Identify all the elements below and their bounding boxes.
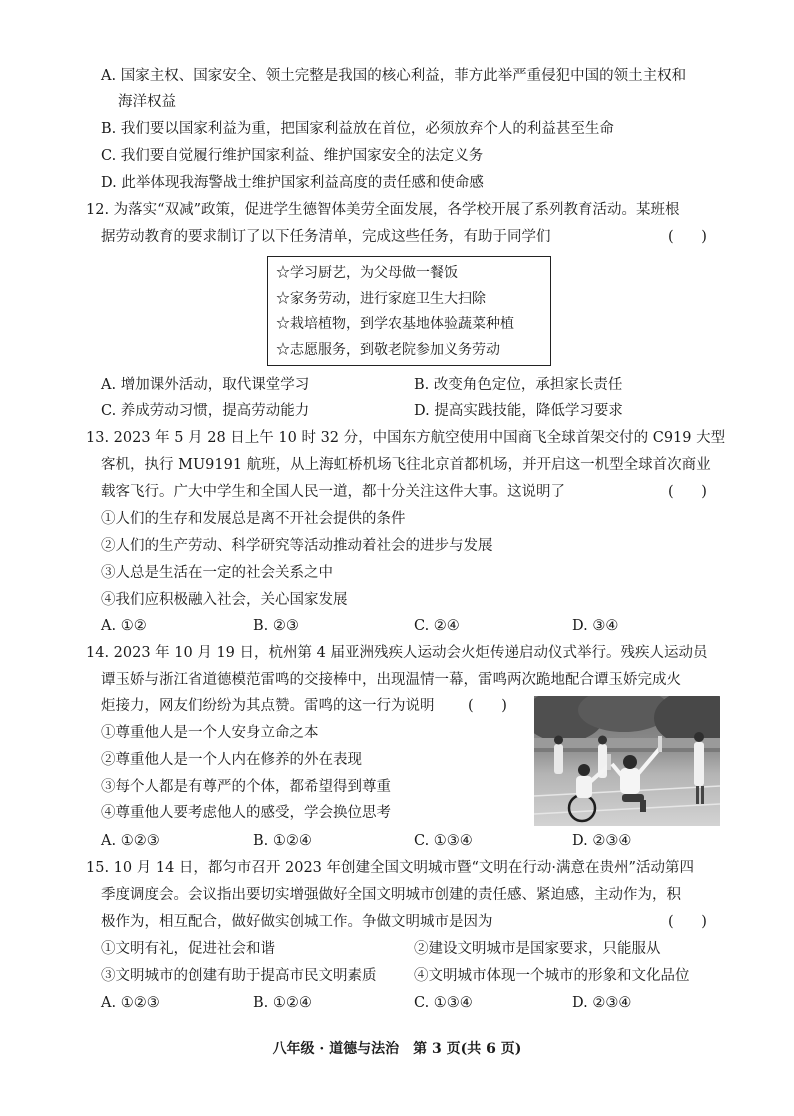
q14-item: ③每个人都是有尊严的个体，都希望得到尊重	[101, 779, 391, 795]
q15-option-d: D. ②③④	[572, 995, 632, 1011]
q15-option-c: C. ①③④	[414, 995, 473, 1011]
q14-option-d: D. ②③④	[572, 833, 632, 849]
q15-item: ①文明有礼，促进社会和谐	[101, 941, 275, 957]
q13-item: ①人们的生存和发展总是离不开社会提供的条件	[101, 511, 406, 527]
q14-option-b: B. ①②④	[253, 833, 312, 849]
q13-item: ④我们应积极融入社会，关心国家发展	[101, 592, 348, 608]
task-item: ☆家务劳动，进行家庭卫生大扫除	[276, 290, 486, 307]
q12-option-b: B. 改变角色定位，承担家长责任	[414, 377, 623, 393]
q15-item: ③文明城市的创建有助于提高市民文明素质	[101, 968, 377, 984]
q14-item: ④尊重他人要考虑他人的感受，学会换位思考	[101, 805, 391, 821]
q14-stem-line: 14. 2023 年 10 月 19 日，杭州第 4 届亚洲残疾人运动会火炬传递启动仪式举行。残疾人运动员	[86, 645, 708, 661]
q11-option-c: C. 我们要自觉履行维护国家利益、维护国家安全的法定义务	[101, 148, 484, 164]
q12-stem-line: 据劳动教育的要求制订了以下任务清单，完成这些任务，有助于同学们	[101, 229, 551, 245]
task-item: ☆志愿服务，到敬老院参加义务劳动	[276, 341, 500, 358]
q15-stem-line: 15. 10 月 14 日，都匀市召开 2023 年创建全国文明城市暨“文明在行动·满意在贵州”活动第四	[86, 860, 694, 876]
q15-item: ②建设文明城市是国家要求，只能服从	[414, 941, 661, 957]
q12-stem-line: 12. 为落实“双减”政策，促进学生德智体美劳全面发展，各学校开展了系列教育活动。某班根	[86, 202, 680, 218]
q11-option-a-cont: 海洋权益	[118, 94, 176, 110]
q12-task-list	[267, 256, 551, 366]
q13-option-b: B. ②③	[253, 618, 299, 634]
q12-option-d: D. 提高实践技能，降低学习要求	[414, 403, 623, 419]
q13-option-a: A. ①②	[101, 618, 147, 634]
q14-stem-line: 谭玉娇与浙江省道德模范雷鸣的交接棒中，出现温情一幕，雷鸣两次跪地配合谭玉娇完成火	[101, 672, 681, 688]
q15-stem-line: 季度调度会。会议指出要切实增强做好全国文明城市创建的责任感、紧迫感，主动作为，积	[101, 887, 681, 903]
q14-option-a: A. ①②③	[101, 833, 160, 849]
q14-item: ②尊重他人是一个人内在修养的外在表现	[101, 752, 362, 768]
q13-stem-line: 载客飞行。广大中学生和全国人民一道，都十分关注这件大事。这说明了	[101, 484, 565, 500]
q12-option-c: C. 养成劳动习惯，提高劳动能力	[101, 403, 310, 419]
q14-answer-paren: ( )	[468, 698, 507, 714]
q13-stem-line: 13. 2023 年 5 月 28 日上午 10 时 32 分，中国东方航空使用中国商飞全球首架交付的 C919 大型	[86, 430, 726, 446]
q15-stem-line: 极作为，相互配合，做好做实创城工作。争做文明城市是因为	[101, 914, 493, 930]
task-item: ☆栽培植物，到学农基地体验蔬菜种植	[276, 316, 514, 332]
q12-option-a: A. 增加课外活动，取代课堂学习	[101, 377, 310, 393]
q13-stem-line: 客机，执行 MU9191 航班，从上海虹桥机场飞往北京首都机场，并开启这一机型全球首次商业	[101, 457, 711, 473]
torch-relay-photo	[534, 696, 720, 826]
q12-answer-paren: ( )	[668, 229, 707, 245]
q15-item: ④文明城市体现一个城市的形象和文化品位	[414, 968, 690, 984]
q11-option-d: D. 此举体现我海警战士维护国家利益高度的责任感和使命感	[101, 175, 484, 191]
q13-answer-paren: ( )	[668, 484, 707, 500]
page-footer: 八年级 · 道德与法治 第 3 页(共 6 页)	[272, 1041, 522, 1057]
q13-option-c: C. ②④	[414, 618, 460, 634]
q13-item: ②人们的生产劳动、科学研究等活动推动着社会的进步与发展	[101, 538, 493, 554]
task-item: ☆学习厨艺，为父母做一餐饭	[276, 265, 458, 281]
q14-item: ①尊重他人是一个人安身立命之本	[101, 725, 319, 741]
q14-stem-line: 炬接力，网友们纷纷为其点赞。雷鸣的这一行为说明	[101, 698, 435, 714]
q15-option-a: A. ①②③	[101, 995, 160, 1011]
q15-option-b: B. ①②④	[253, 995, 312, 1011]
q13-option-d: D. ③④	[572, 618, 619, 634]
q15-answer-paren: ( )	[668, 914, 707, 930]
torch-relay-illustration	[534, 696, 720, 826]
q13-item: ③人总是生活在一定的社会关系之中	[101, 565, 333, 581]
q11-option-a: A. 国家主权、国家安全、领土完整是我国的核心利益，菲方此举严重侵犯中国的领土主权和	[101, 68, 687, 84]
q14-option-c: C. ①③④	[414, 833, 473, 849]
q11-option-b: B. 我们要以国家利益为重，把国家利益放在首位，必须放弃个人的利益甚至生命	[101, 121, 614, 137]
